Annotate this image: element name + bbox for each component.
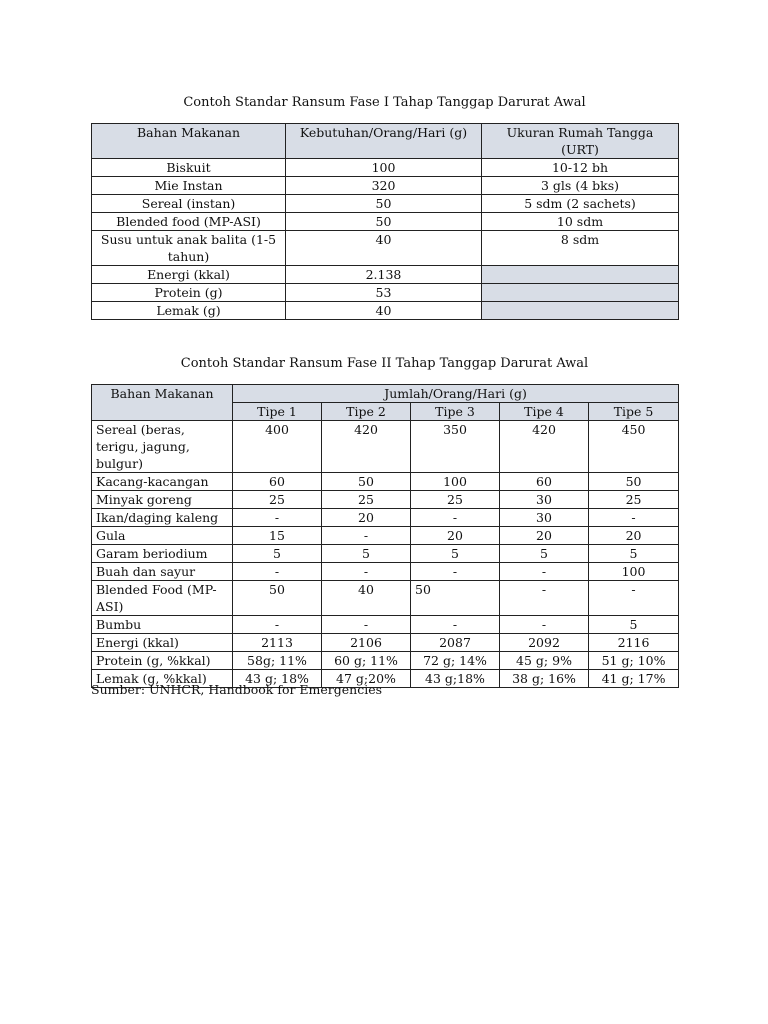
- table-cell: 30: [500, 491, 589, 509]
- table-cell: 5: [589, 616, 679, 634]
- table-cell: 10 sdm: [482, 213, 679, 231]
- table2-title: Contoh Standar Ransum Fase II Tahap Tanggap Darurat Awal: [180, 356, 589, 371]
- table-cell: 100: [411, 473, 500, 491]
- table-cell: 58g; 11%: [233, 652, 322, 670]
- table-row: [92, 581, 679, 616]
- table1-header-cell: Bahan Makanan: [92, 124, 286, 159]
- table-cell: Energi (kkal): [92, 266, 286, 284]
- table-cell: Mie Instan: [92, 177, 286, 195]
- table-cell: Kacang-kacangan: [92, 473, 233, 491]
- table-cell: -: [411, 509, 500, 527]
- table-cell: 40: [322, 581, 411, 616]
- table-row: [92, 213, 679, 231]
- table-cell: 38 g; 16%: [500, 670, 589, 688]
- table-cell: 51 g; 10%: [589, 652, 679, 670]
- table-cell: 5: [500, 545, 589, 563]
- table-row: [92, 634, 679, 652]
- table-cell: -: [233, 563, 322, 581]
- table-row: [92, 284, 679, 302]
- table-cell: Ikan/daging kaleng: [92, 509, 233, 527]
- table-cell: 10-12 bh: [482, 159, 679, 177]
- table-cell: 8 sdm: [482, 231, 679, 266]
- table-cell: -: [322, 616, 411, 634]
- table-cell: Blended Food (MP-ASI): [92, 581, 233, 616]
- table-cell: Bumbu: [92, 616, 233, 634]
- table-row: [92, 527, 679, 545]
- table-row: [92, 266, 679, 284]
- table-row: [92, 302, 679, 320]
- table-row: [92, 509, 679, 527]
- table1-header-cell: Ukuran Rumah Tangga (URT): [482, 124, 679, 159]
- table-cell: 2092: [500, 634, 589, 652]
- table-cell: 30: [500, 509, 589, 527]
- table-row: [92, 473, 679, 491]
- table-cell: 420: [322, 421, 411, 473]
- table2-header-group: Jumlah/Orang/Hari (g): [233, 385, 679, 403]
- table-row: [92, 195, 679, 213]
- table-cell: 50: [322, 473, 411, 491]
- type-header-cell: Tipe 4: [500, 403, 589, 421]
- table-cell: 3 gls (4 bks): [482, 177, 679, 195]
- table-cell: 50: [233, 581, 322, 616]
- table2-header-row: [92, 385, 679, 403]
- table-cell: 2113: [233, 634, 322, 652]
- table-cell: 40: [286, 231, 482, 266]
- table-cell: -: [322, 527, 411, 545]
- table-cell: -: [233, 509, 322, 527]
- table-cell: 2087: [411, 634, 500, 652]
- table-cell: Blended food (MP-ASI): [92, 213, 286, 231]
- table-cell: -: [500, 563, 589, 581]
- table-cell: 5: [322, 545, 411, 563]
- table-cell: 47 g;20%: [322, 670, 411, 688]
- table-cell: 25: [589, 491, 679, 509]
- table-cell: 400: [233, 421, 322, 473]
- table-row: [92, 231, 679, 266]
- shaded-cell: [482, 302, 679, 320]
- type-header-cell: Tipe 1: [233, 403, 322, 421]
- table-cell: 50: [286, 213, 482, 231]
- table-cell: Biskuit: [92, 159, 286, 177]
- table-row: [92, 563, 679, 581]
- table-cell: -: [322, 563, 411, 581]
- table-cell: 40: [286, 302, 482, 320]
- table-cell: Sereal (beras, terigu, jagung, bulgur): [92, 421, 233, 473]
- table-cell: Lemak (g, %kkal): [92, 670, 233, 688]
- table-cell: Garam beriodium: [92, 545, 233, 563]
- table-cell: 20: [589, 527, 679, 545]
- table-cell: 43 g;18%: [411, 670, 500, 688]
- table-cell: 450: [589, 421, 679, 473]
- table-cell: 20: [411, 527, 500, 545]
- table-cell: 2106: [322, 634, 411, 652]
- table-cell: -: [500, 581, 589, 616]
- type-header-cell: Tipe 3: [411, 403, 500, 421]
- table-cell: 60: [500, 473, 589, 491]
- table-row: [92, 652, 679, 670]
- table-cell: 20: [322, 509, 411, 527]
- table-cell: 45 g; 9%: [500, 652, 589, 670]
- table-cell: Minyak goreng: [92, 491, 233, 509]
- table1-title: Contoh Standar Ransum Fase I Tahap Tanggap Darurat Awal: [183, 95, 586, 110]
- table-cell: 20: [500, 527, 589, 545]
- shaded-cell: [482, 284, 679, 302]
- table1-header-cell: Kebutuhan/Orang/Hari (g): [286, 124, 482, 159]
- table-cell: 25: [233, 491, 322, 509]
- table-cell: 72 g; 14%: [411, 652, 500, 670]
- type-header-cell: Tipe 2: [322, 403, 411, 421]
- table-cell: Lemak (g): [92, 302, 286, 320]
- table-cell: 41 g; 17%: [589, 670, 679, 688]
- table-cell: 53: [286, 284, 482, 302]
- shaded-cell: [482, 266, 679, 284]
- table-cell: 350: [411, 421, 500, 473]
- table-cell: 50: [286, 195, 482, 213]
- table-cell: 60: [233, 473, 322, 491]
- table-cell: 100: [286, 159, 482, 177]
- table-cell: Buah dan sayur: [92, 563, 233, 581]
- table-cell: 420: [500, 421, 589, 473]
- table-cell: -: [233, 616, 322, 634]
- table-row: [92, 491, 679, 509]
- table-cell: 320: [286, 177, 482, 195]
- table-row: [92, 616, 679, 634]
- table-cell: 25: [322, 491, 411, 509]
- table-cell: Energi (kkal): [92, 634, 233, 652]
- table-cell: -: [589, 509, 679, 527]
- table-row: [92, 177, 679, 195]
- table-cell: 5: [411, 545, 500, 563]
- table-cell: 5 sdm (2 sachets): [482, 195, 679, 213]
- table-cell: 60 g; 11%: [322, 652, 411, 670]
- table2-ration-phase2: [91, 384, 679, 688]
- table-row: [92, 159, 679, 177]
- table-cell: 43 g; 18%: [233, 670, 322, 688]
- table1-ration-phase1: [91, 123, 679, 320]
- table-cell: Susu untuk anak balita (1-5 tahun): [92, 231, 286, 266]
- table-cell: 2.138: [286, 266, 482, 284]
- table-cell: 2116: [589, 634, 679, 652]
- table-cell: Sereal (instan): [92, 195, 286, 213]
- table-cell: 25: [411, 491, 500, 509]
- table-cell: Protein (g): [92, 284, 286, 302]
- table-cell: Gula: [92, 527, 233, 545]
- source-note: Sumber: UNHCR, Handbook for Emergencies: [91, 682, 383, 697]
- table-cell: 5: [233, 545, 322, 563]
- table-cell: 50: [589, 473, 679, 491]
- table1-header-row: [92, 124, 679, 159]
- table2-header-cell: Bahan Makanan: [92, 385, 233, 421]
- table-cell: 5: [589, 545, 679, 563]
- table-cell: 50: [411, 581, 500, 616]
- type-header-cell: Tipe 5: [589, 403, 679, 421]
- table-cell: -: [589, 581, 679, 616]
- table-row: [92, 421, 679, 473]
- table-row: [92, 545, 679, 563]
- table-cell: -: [411, 616, 500, 634]
- table-cell: 100: [589, 563, 679, 581]
- table-cell: -: [500, 616, 589, 634]
- table-cell: 15: [233, 527, 322, 545]
- table-cell: -: [411, 563, 500, 581]
- table-cell: Protein (g, %kkal): [92, 652, 233, 670]
